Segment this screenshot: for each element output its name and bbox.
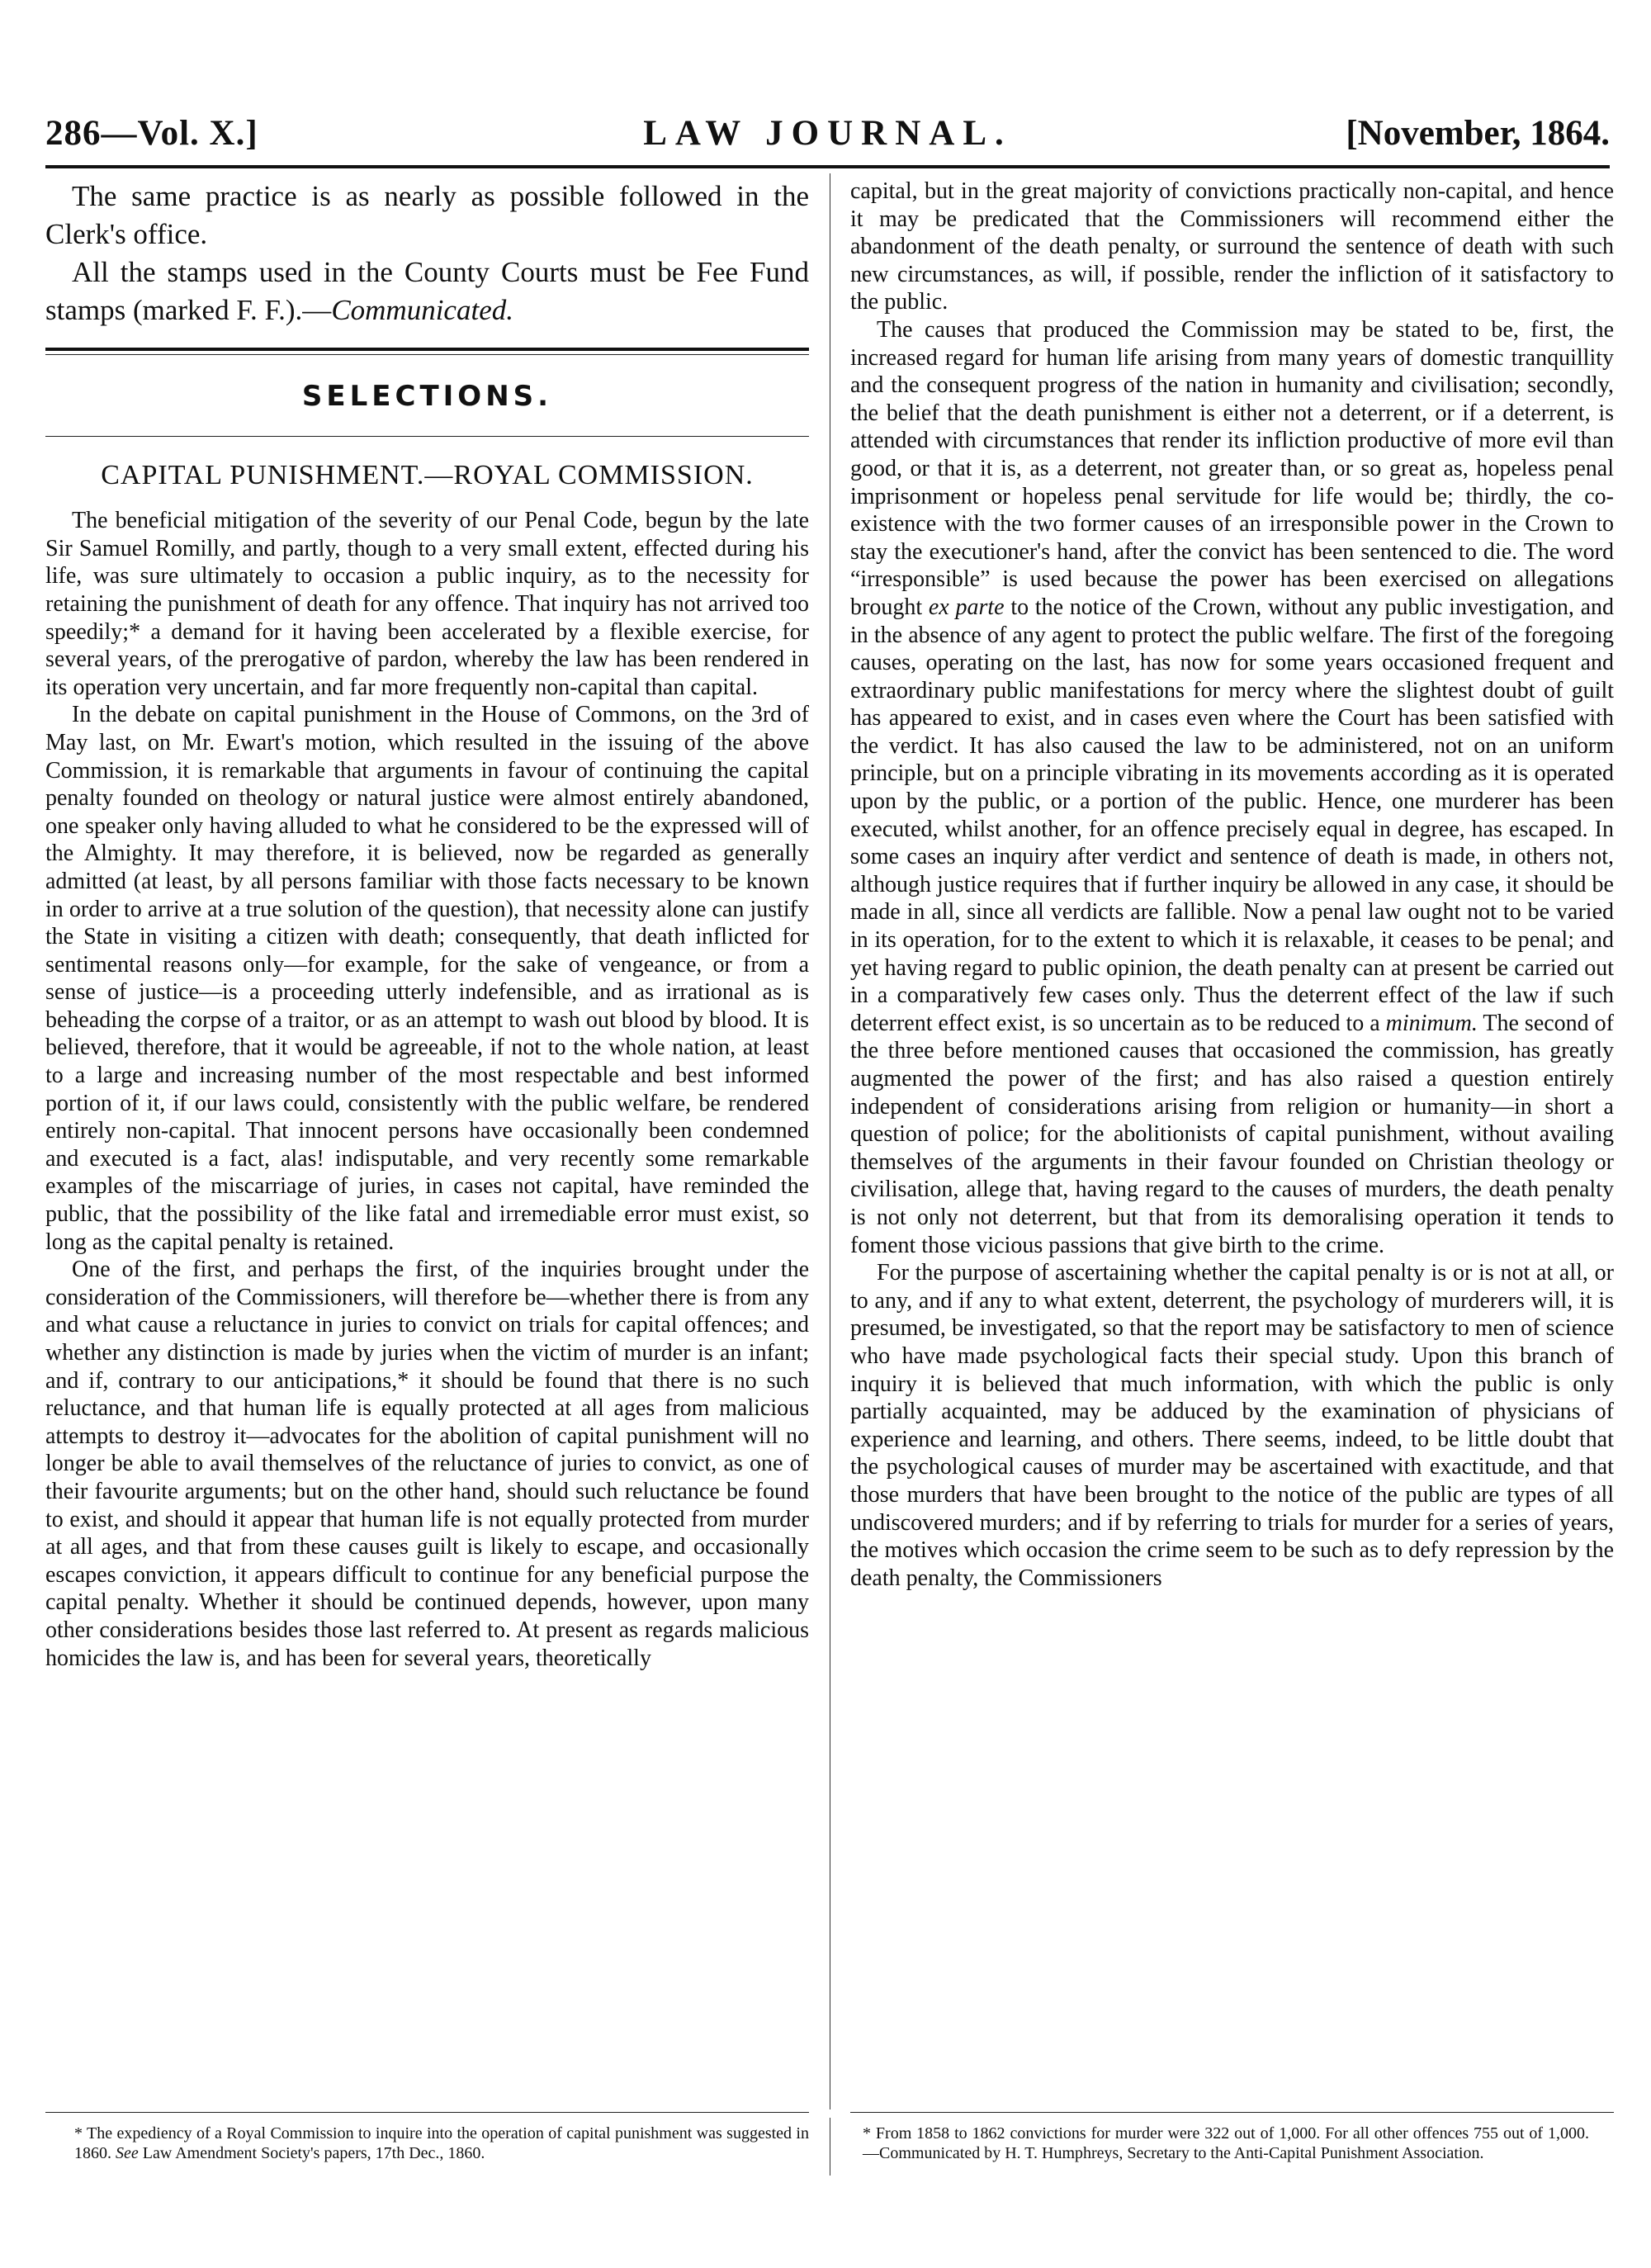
footnote-rule-right xyxy=(850,2112,1614,2113)
section-rule-bottom xyxy=(45,436,809,437)
communicated-credit: Communicated. xyxy=(331,294,513,326)
header-rule xyxy=(45,165,1610,168)
paragraph-5-part-a: The causes that produced the Commission may be stated to be, first, the increased regard for human life arising from many years of domestic tranquillity and the consequent progress of the nation in humanity and civilisation; secondly, the belief that the death punishment is either not a deterrent, or if a deterrent, is attended with circumstances that render its infliction productive of more evil than good, or that it is, as a deterrent, not greater than, or so great as, hopeless penal imprisonment or hopeless penal servitude for life would be; thirdly, the co-existence with the two former causes of an irresponsible power in the Crown to stay the executioner's hand, after the convict has been sentenced to die. The word “irresponsible” is used because the power has been exercised on allegations brought xyxy=(850,316,1614,620)
article-paragraph-5 xyxy=(850,316,1614,1259)
paragraph-5-part-b: to the notice of the Crown, without any public investigation, and in the absence of any agent to protect the public welfare. The first of the foregoing causes, operating on the last, has now for some years occasioned frequent and extraordinary public manifestations for mercy where the slightest doubt of guilt has appeared to exist, and in cases even where the Court has been satisfied with the verdict. It has also caused the law to be administered, not on an uniform principle, but on a principle vibrating in its movements according as it is operated upon by the public, or a portion of the public. Hence, one murderer has been executed, whilst another, for an offence precisely equal in degree, has escaped. In some cases an inquiry after verdict and sentence of death is made, in others not, although justice requires that if further inquiry be allowed in any case, it should be made in all, since all verdicts are fallible. Now a penal law ought not to be varied in its operation, for to the extent to which it is relaxable, it ceases to be penal; and yet having regard to public opinion, the death penalty can at present be carried out in a comparatively few cases only. Thus the deterrent effect of the law if such deterrent effect exist, is so uncertain as to be reduced to a xyxy=(850,594,1615,1036)
page-number-volume: 286—Vol. X.] xyxy=(45,114,258,153)
article-paragraph-6: For the purpose of ascertaining whether the capital penalty is or is not at all, or to any, and if any to what extent, deterrent, the psychology of murderers will, it is presumed, be investigated, so that the report may be satisfactory to men of science who have made psychological facts their special study. Upon this branch of inquiry it is believed that much information, with which the public is only partially acquainted, may be adduced by the examination of physicians of experience and learning, and others. There seems, indeed, to be little doubt that the psychological causes of murder may be ascertained with exactitude, and that those murders that have been brought to the notice of the public are types of all undiscovered murders; and if by referring to trials for murder for a series of years, the motives which occasion the crime seem to be such as to defy repression by the death penalty, the Commissioners xyxy=(850,1260,1614,1591)
article-title: CAPITAL PUNISHMENT.—ROYAL COMMISSION. xyxy=(101,459,754,490)
intro-paragraph-2-text: All the stamps used in the County Courts must be Fee Fund stamps (marked F. F.).— xyxy=(45,256,809,326)
page-header xyxy=(45,109,1610,159)
article-paragraph-1: The beneficial mitigation of the severity of our Penal Code, begun by the late Sir Samuel Romilly, and partly, though to a very small extent, effected during his life, was sure ultimately to occasion a public inquiry, as to the necessity for retaining the punishment of death for any offence. That inquiry has not arrived too speedily;* a demand for it having been accelerated by a flexible exercise, for several years, of the prerogative of pardon, whereby the law has been rendered in its operation very uncertain, and far more frequently non-capital than capital. xyxy=(45,508,809,700)
footnote-rule-left xyxy=(45,2112,809,2113)
article-paragraph-4: capital, but in the great majority of convictions practically non-capital, and hence it may be predicated that the Commissioners will recommend either the abandonment of the death penalty, or surround the sentence of death with such new circumstances, as will, if possible, render the infliction of it satisfactory to the public. xyxy=(850,178,1614,315)
footnote-left xyxy=(74,2124,809,2163)
article-paragraph-3: One of the first, and perhaps the first, of the inquiries brought under the consideration of the Commissioners, will therefore be—whether there is from any and what cause a reluctance in juries to convict on trials for capital offences; and whether any distinction is made by juries when the victim of murder is an infant; and if, contrary to our anticipations,* it should be found that there is no such reluctance, and that human life is equally protected at all ages from malicious attempts to destroy it—advocates for the abolition of capital punishment will no longer be able to avail themselves of the reluctance of juries to convict, as one of their favourite arguments; but on the other hand, should such reluctance be found to exist, and should it appear that human life is not equally protected from murder at all ages, and that from these causes guilt is likely to escape, and occasionally escapes conviction, it appears difficult to continue for any beneficial purpose the capital penalty. Whether it should be continued depends, however, upon many other considerations besides those last referred to. At present as regards malicious homicides the law is, and has been for several years, theoretically xyxy=(45,1257,809,1671)
right-column xyxy=(850,178,1614,1592)
footnote-left-part-b: Law Amendment Society's papers, 17th Dec., 1860. xyxy=(138,2144,485,2162)
issue-date: [November, 1864. xyxy=(1346,114,1610,153)
journal-title: LAW JOURNAL. xyxy=(643,114,1012,153)
section-title: SELECTIONS. xyxy=(301,380,553,413)
article-paragraph-2: In the debate on capital punishment in the House of Commons, on the 3rd of May last, on Mr. Ewart's motion, which resulted in the issuing of the above Commission, it is remarkable that arguments in favour of continuing the capital penalty founded on theology or natural justice were almost entirely abandoned, one speaker only having alluded to what he considered to be the expressed will of the Almighty. It may therefore, it is believed, now be regarded as generally admitted (at least, by all persons familiar with those facts necessary to be known in order to arrive at a true solution of the question), that necessity alone can justify the State in visiting a citizen with death; consequently, that death inflicted for sentimental reasons only—for example, for the sake of vengeance, or from a sense of justice—is a proceeding utterly indefensible, and as irrational as is beheading the corpse of a traitor, or as an attempt to wash out blood by blood. It is believed, therefore, that it would be agreeable, if not to the whole nation, at least to a large and increasing number of the most respectable and best informed portion of it, if our laws could, consistently with the public welfare, be rendered entirely non-capital. That innocent persons have occasionally been condemned and executed is a fact, alas! indisputable, and very recently some remarkable examples of the miscarriage of juries, in cases not capital, have reminded the public, that the possibility of the like fatal and irremediable error must exist, so long as the capital penalty is retained. xyxy=(45,702,809,1255)
footnote-left-see: See xyxy=(116,2144,139,2162)
intro-paragraph-2 xyxy=(45,253,809,329)
intro-paragraph-1: The same practice is as nearly as possible followed in the Clerk's office. xyxy=(45,180,809,250)
minimum-italic: minimum. xyxy=(1385,1010,1478,1036)
paragraph-5-part-c: The second of the three before mentioned causes that occasioned the commission, has greatly augmented the power of the first; and has also raised a question entirely independent of considerations arising from religion or humanity—in short a question of police; for the abolitionists of capital punishment, without availing themselves of the arguments in their favour founded on Christian theology or civilisation, allege that, having regard to the causes of murders, the death penalty is not only not deterrent, but that from its demoralising operation it tends to foment those vicious passions that give birth to the crime. xyxy=(850,1010,1615,1258)
footnote-right: * From 1858 to 1862 convictions for murder were 322 out of 1,000. For all other offences 755 out of 1,000.—Communicated by H. T. Humphreys, Secretary to the Anti-Capital Punishment Association. xyxy=(863,2124,1589,2162)
section-rule-top-thin xyxy=(45,354,809,355)
ex-parte-italic: ex parte xyxy=(928,594,1005,620)
footnote-left-part-a: * The expediency of a Royal Commission to inquire into the operation of capital punishment was suggested in 1860. xyxy=(74,2124,809,2162)
left-column xyxy=(45,178,809,1672)
section-rule-top xyxy=(45,348,809,351)
